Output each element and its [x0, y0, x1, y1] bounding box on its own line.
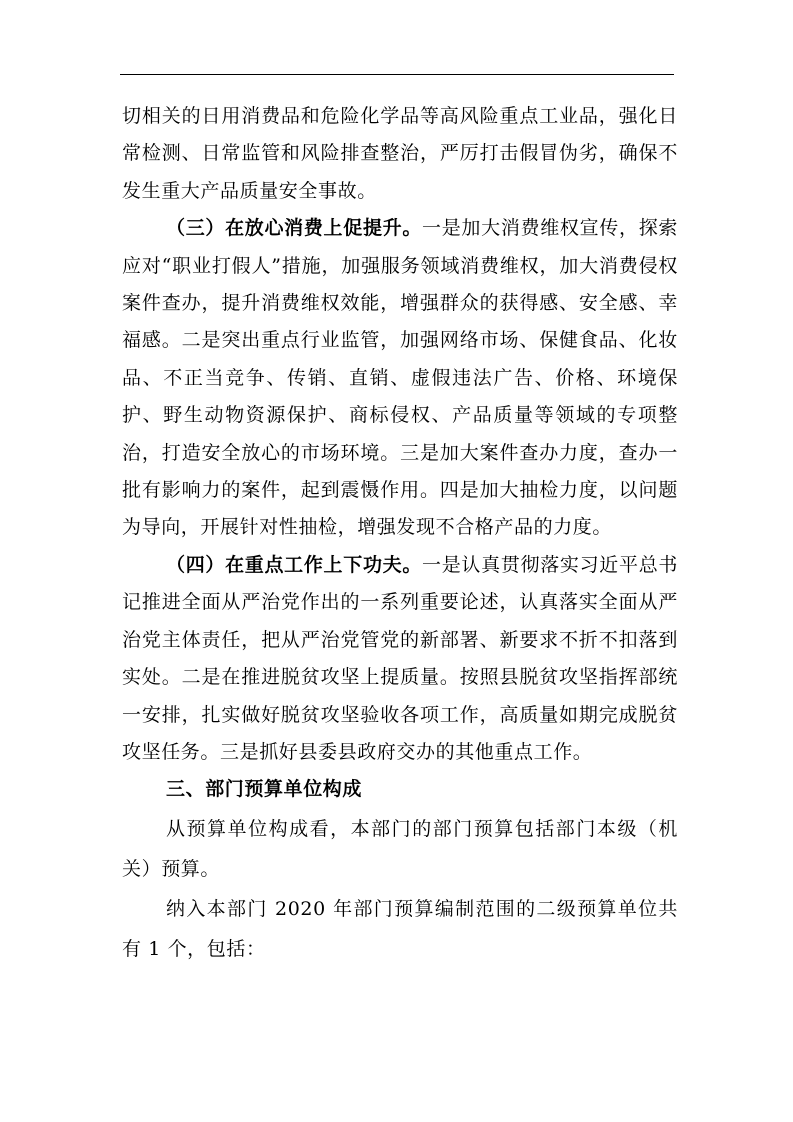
paragraph-body-key-work: 一是认真贯彻落实习近平总书记推进全面从严治党作出的一系列重要论述，认真落实全面从严治党主体责任，把从严治党管党的新部署、新要求不折不扣落到实处。二是在推进脱贫攻坚上提质量。按照县脱贫攻坚指挥部统一安排，扎实做好脱贫攻坚验收各项工作，高质量如期完成脱贫攻坚任务。三是抓好县委县政府交办的其他重点工作。: [122, 553, 678, 763]
document-body: [122, 98, 678, 969]
paragraph-body-consumption: 一是加大消费维权宣传，探索应对“职业打假人”措施，加强服务领域消费维权，加大消费侵权案件查办，提升消费维权效能，增强群众的获得感、安全感、幸福感。二是突出重点行业监管，加强网络市场、保健食品、化妆品、不正当竞争、传销、直销、虚假违法广告、价格、环境保护、野生动物资源保护、商标侵权、产品质量等领域的专项整治，打造安全放心的市场环境。三是加大案件查办力度，查办一批有影响力的案件，起到震慑作用。四是加大抽检力度，以问题为导向，开展针对性抽检，增强发现不合格产品的力度。: [122, 217, 678, 539]
paragraph-heading-key-work: （四）在重点工作上下功夫。: [166, 553, 423, 576]
paragraph-budget-units: 从预算单位构成看，本部门的部门预算包括部门本级（机关）预算。: [122, 817, 678, 880]
paragraph-key-work: [122, 547, 678, 771]
paragraph-heading-consumption: （三）在放心消费上促提升。: [166, 217, 423, 240]
paragraph-continuation: 切相关的日用消费品和危险化学品等高风险重点工业品，强化日常检测、日常监管和风险排查整治，严厉打击假冒伪劣，确保不发生重大产品质量安全事故。: [122, 105, 678, 202]
paragraph-consumption: [122, 210, 678, 547]
paragraph-secondary-units: 纳入本部门 2020 年部门预算编制范围的二级预算单位共有 1 个，包括：: [122, 897, 678, 960]
header-rule: [120, 74, 674, 75]
section-heading: 三、部门预算单位构成: [166, 778, 363, 801]
